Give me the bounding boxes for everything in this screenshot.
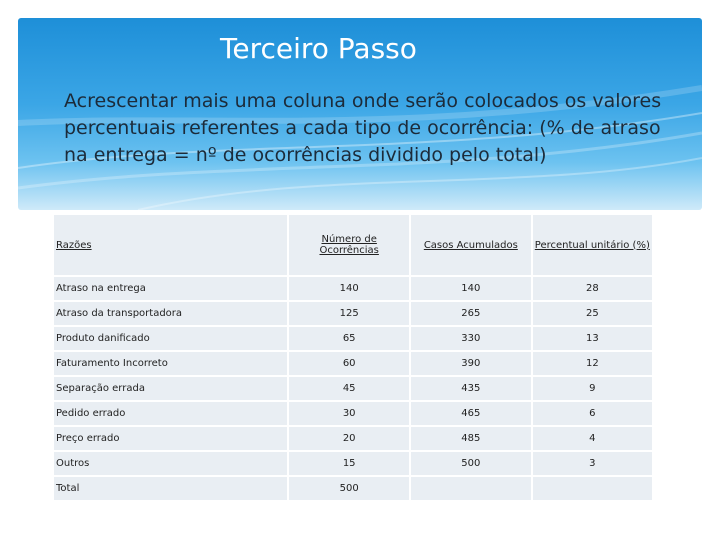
- cell-razao: Atraso da transportadora: [54, 302, 287, 325]
- table-row: [54, 277, 652, 300]
- occurrence-table: [52, 213, 654, 502]
- table-row: [54, 402, 652, 425]
- table-row: [54, 352, 652, 375]
- table-header-row: [54, 215, 652, 275]
- cell-razao: Pedido errado: [54, 402, 287, 425]
- header-casos-acumulados: Casos Acumulados: [411, 215, 531, 275]
- cell-ocorrencias: 60: [289, 352, 409, 375]
- cell-percentual: 13: [533, 327, 652, 350]
- cell-razao: Outros: [54, 452, 287, 475]
- header-percentual-unitario: Percentual unitário (%): [533, 215, 652, 275]
- cell-razao: Total: [54, 477, 287, 500]
- cell-razao: Preço errado: [54, 427, 287, 450]
- cell-ocorrencias: 125: [289, 302, 409, 325]
- cell-ocorrencias: 140: [289, 277, 409, 300]
- cell-acumulados: 500: [411, 452, 531, 475]
- cell-acumulados: 330: [411, 327, 531, 350]
- cell-ocorrencias: 20: [289, 427, 409, 450]
- cell-acumulados: 435: [411, 377, 531, 400]
- cell-razao: Atraso na entrega: [54, 277, 287, 300]
- table-row: [54, 327, 652, 350]
- slide-body-text: Acrescentar mais uma coluna onde serão colocados os valores percentuais referentes a cada tipo de ocorrência: (% de atraso na entrega = nº de ocorrências dividido pelo total): [64, 90, 662, 166]
- cell-ocorrencias: 45: [289, 377, 409, 400]
- cell-percentual: 25: [533, 302, 652, 325]
- cell-percentual: 4: [533, 427, 652, 450]
- cell-acumulados: 485: [411, 427, 531, 450]
- header-numero-ocorrencias: Número de Ocorrências: [289, 215, 409, 275]
- slide-title: Terceiro Passo: [220, 32, 417, 65]
- cell-ocorrencias: 30: [289, 402, 409, 425]
- cell-ocorrencias: 15: [289, 452, 409, 475]
- cell-percentual: 6: [533, 402, 652, 425]
- header-razoes: Razões: [54, 215, 287, 275]
- cell-ocorrencias: 65: [289, 327, 409, 350]
- cell-percentual: 3: [533, 452, 652, 475]
- cell-ocorrencias: 500: [289, 477, 409, 500]
- table-row: [54, 302, 652, 325]
- cell-razao: Produto danificado: [54, 327, 287, 350]
- cell-percentual: [533, 477, 652, 500]
- table-row: [54, 452, 652, 475]
- cell-razao: Faturamento Incorreto: [54, 352, 287, 375]
- cell-acumulados: 465: [411, 402, 531, 425]
- table-row: [54, 427, 652, 450]
- table-row: [54, 377, 652, 400]
- cell-acumulados: 140: [411, 277, 531, 300]
- cell-acumulados: [411, 477, 531, 500]
- cell-percentual: 12: [533, 352, 652, 375]
- cell-acumulados: 265: [411, 302, 531, 325]
- table-row-total: [54, 477, 652, 500]
- cell-percentual: 9: [533, 377, 652, 400]
- cell-acumulados: 390: [411, 352, 531, 375]
- cell-percentual: 28: [533, 277, 652, 300]
- cell-razao: Separação errada: [54, 377, 287, 400]
